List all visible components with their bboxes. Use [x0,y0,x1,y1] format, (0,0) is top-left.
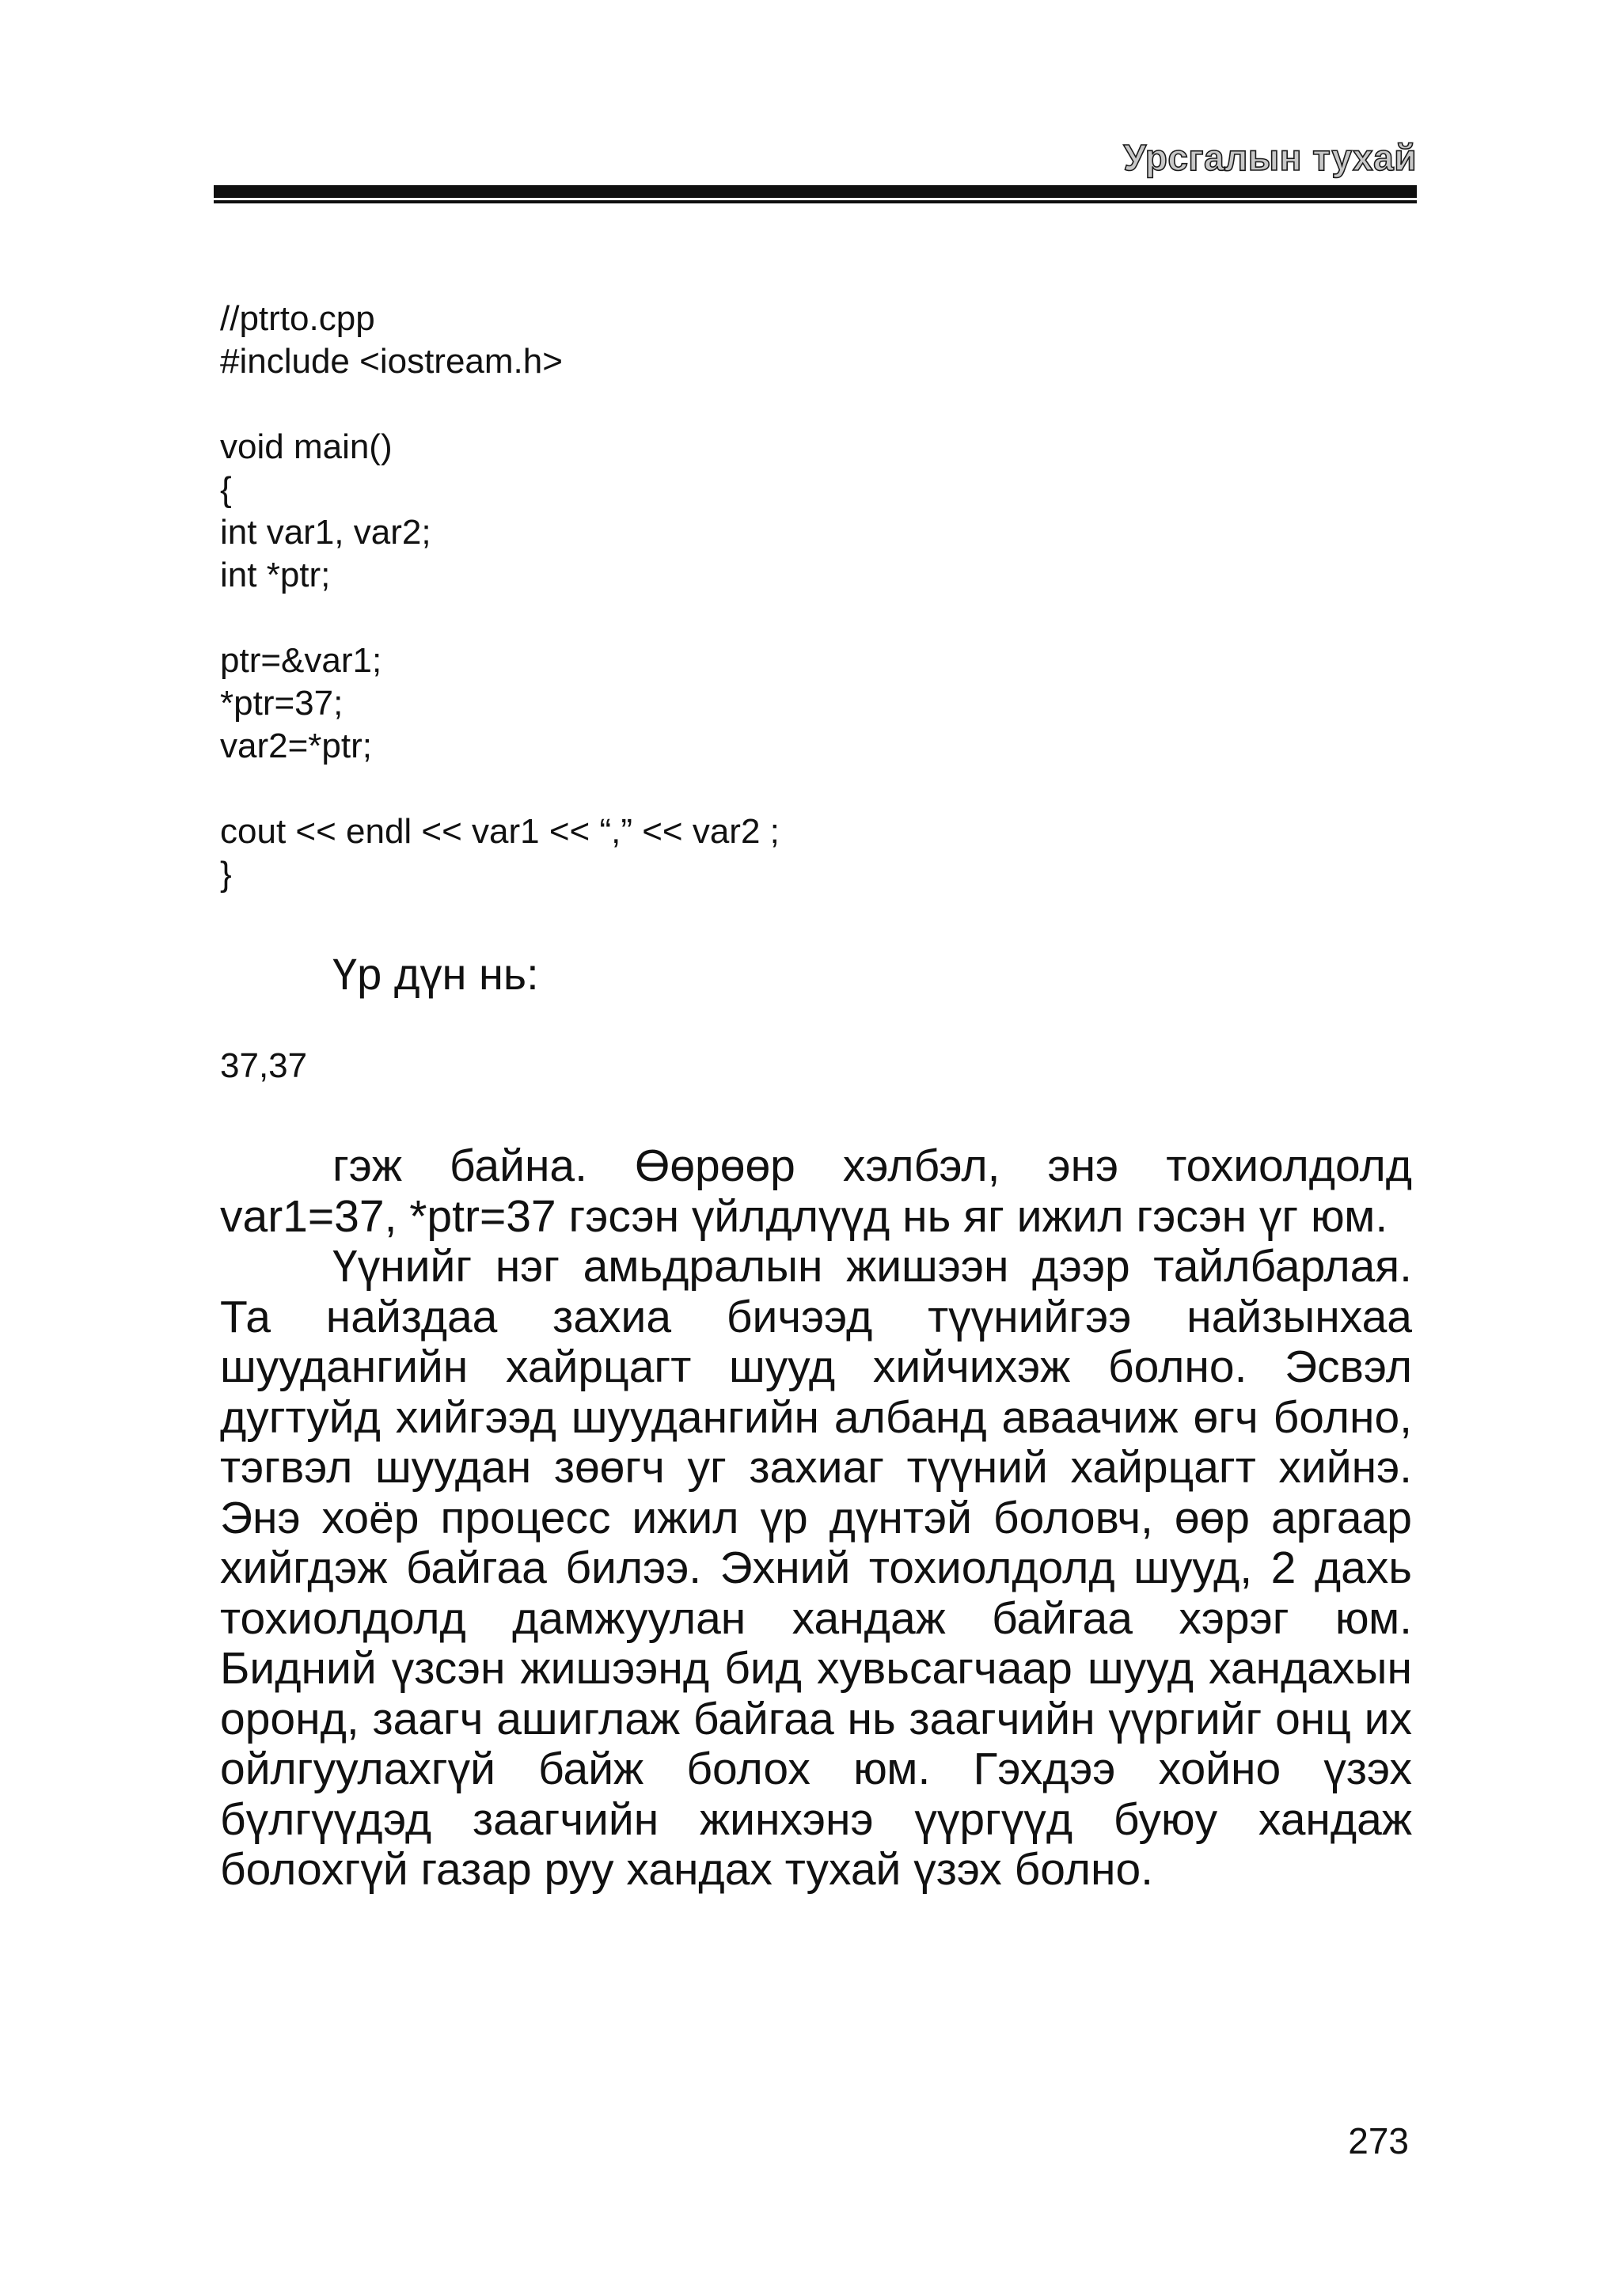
body-text [220,1141,1412,1896]
code-line: //ptrto.cpp [220,299,375,338]
code-blank-line [220,383,1328,426]
code-blank-line [220,597,1328,639]
code-line: ptr=&var1; [220,641,382,680]
code-line: *ptr=37; [220,684,344,723]
running-header-title: Урсгалын тухай [1123,137,1417,178]
code-line: void main() [220,427,393,466]
paragraph: Үүнийг нэг амьдралын жишээн дээр тайлбарлая. Та найздаа захиа бичээд түүнийгээ найзынхаа шуудангийн хайрцагт шууд хийчихэж болно. Эсвэл дугтуйд хийгээд шуудангийн албанд аваачиж өгч болно, тэгвэл шуудан зөөгч уг захиаг түүний хайрцагт хийнэ. Энэ хоёр процесс ижил үр дүнтэй боловч, өөр аргаар хийгдэж байгаа билээ. Эхний тохиолдолд шууд, 2 дахь тохиолдолд дамжуулан хандаж байгаа хэрэг юм. Бидний үзсэн жишээнд бид хувьсагчаар шууд хандахын оронд, заагч ашиглаж байгаа нь заагчийн үүргийг онц их ойлгуулахгүй байж болох юм. Гэхдээ хойно үзэх бүлгүүдэд заагчийн жинхэнэ үүргүүд буюу хандаж болохгүй газар руу хандах тухай үзэх болно. [220,1241,1412,1895]
header-rule [214,185,1417,198]
code-blank-line [220,768,1328,810]
page-number: 273 [1348,2120,1409,2161]
code-line: } [220,855,232,894]
code-line: cout << endl << var1 << “,” << var2 ; [220,812,780,851]
code-line: { [220,470,232,509]
code-line: var2=*ptr; [220,727,372,765]
code-listing [220,298,1328,896]
code-line: #include <iostream.h> [220,342,563,381]
paragraph: гэж байна. Өөрөөр хэлбэл, энэ тохиолдолд var1=37, *ptr=37 гэсэн үйлдлүүд нь яг ижил гэсэн үг юм. [220,1140,1412,1242]
result-heading: Үр дүн нь: [332,949,539,999]
result-value: 37,37 [220,1046,308,1085]
code-line: int var1, var2; [220,513,431,552]
header-rule-thin [214,200,1417,203]
code-line: int *ptr; [220,556,331,594]
